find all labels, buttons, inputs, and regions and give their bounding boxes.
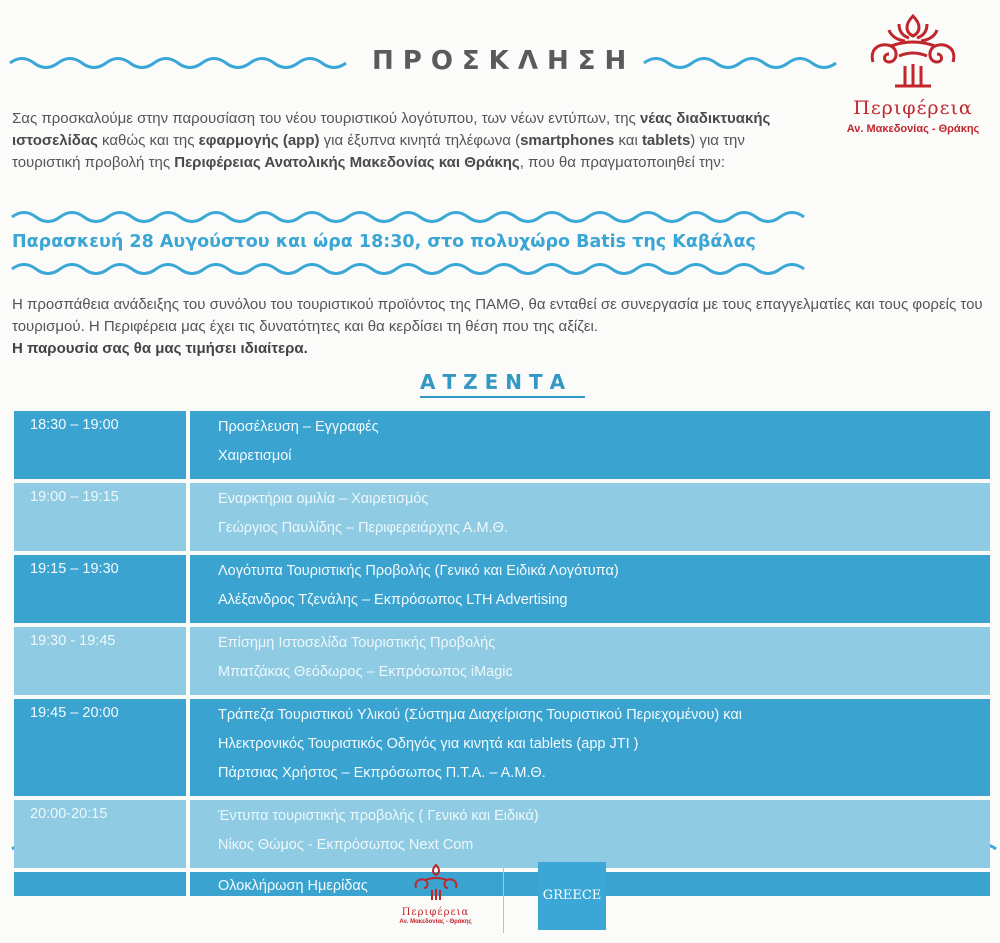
- intro-text: και: [614, 132, 642, 149]
- intro-bold: Περιφέρειας Ανατολικής Μακεδονίας και Θράκης: [174, 154, 520, 171]
- footer-divider: [503, 858, 504, 933]
- agenda-time: 19:30 - 19:45: [14, 627, 186, 695]
- agenda-time: 19:45 – 20:00: [14, 699, 186, 796]
- agenda-line: Νίκος Θώμος - Εκπρόσωπος Next Com: [218, 837, 474, 853]
- logo-name: Περιφέρεια: [853, 97, 973, 119]
- footer-logo-subtitle: Αν. Μακεδονίας - Θράκης: [399, 919, 472, 925]
- region-logo: [838, 10, 988, 135]
- agenda-line: Εναρκτήρια ομιλία – Χαιρετισμός: [218, 491, 429, 507]
- intro-text: για έξυπνα κινητά τηλέφωνα (: [319, 132, 521, 149]
- agenda-line: Προσέλευση – Εγγραφές: [218, 419, 379, 435]
- intro-text: , που θα πραγματοποιηθεί την:: [519, 154, 725, 171]
- wave-event-bottom: [0, 258, 810, 280]
- table-row: [14, 627, 990, 695]
- capital-ornament-icon: [412, 862, 460, 902]
- wave-top-left: [0, 52, 360, 74]
- agenda-line: Μπατζάκας Θεόδωρος – Εκπρόσωπος iMagic: [218, 664, 513, 680]
- table-row: [14, 483, 990, 551]
- table-row: [14, 555, 990, 623]
- wave-top-right: [640, 52, 840, 74]
- table-row: [14, 411, 990, 479]
- agenda-description: [190, 411, 990, 479]
- agenda-description: [190, 699, 990, 796]
- agenda-underline: [420, 396, 585, 398]
- agenda-time: 19:15 – 19:30: [14, 555, 186, 623]
- page-title: ΠΡΟΣΚΛΗΣΗ: [372, 46, 636, 76]
- body-text: Η προσπάθεια ανάδειξης του συνόλου του τουριστικού προϊόντος της ΠΑΜΘ, θα ενταθεί σε συνεργασία με τους επαγγελματίες και τους φορείς του τουρισμού. Η Περιφέρεια μας έχει τις δυνατότητες και θα κερδίσει τη θέση που της αξίζει.: [12, 296, 983, 335]
- event-details: Παρασκευή 28 Αυγούστου και ώρα 18:30, στο πολυχώρο Batis της Καβάλας: [12, 232, 756, 252]
- agenda-time: 20:00-20:15: [14, 800, 186, 868]
- footer-region-logo: [398, 862, 473, 925]
- agenda-line: Πάρτσιας Χρήστος – Εκπρόσωπος Π.Τ.Α. – Α.Μ.Θ.: [218, 765, 546, 781]
- capital-ornament-icon: [865, 10, 961, 90]
- intro-bold: εφαρμογής (app): [198, 132, 320, 149]
- agenda-line: Ολοκλήρωση Ημερίδας: [218, 878, 368, 894]
- intro-paragraph: [12, 108, 802, 174]
- agenda-line: Αλέξανδρος Τζενάλης – Εκπρόσωπος LTH Advertising: [218, 592, 568, 608]
- agenda-time: 18:30 – 19:00: [14, 411, 186, 479]
- agenda-line: Τράπεζα Τουριστικού Υλικού (Σύστημα Διαχείρισης Τουριστικού Περιεχομένου) και: [218, 707, 742, 723]
- footer-logo-name: Περιφέρεια: [401, 907, 470, 918]
- wave-event-top: [0, 206, 810, 228]
- greece-logo: GREECE: [538, 862, 606, 930]
- intro-text: καθώς και της: [97, 132, 199, 149]
- intro-bold: νέας διαδικτυακής ιστοσελίδας: [12, 110, 771, 149]
- agenda-description: [190, 555, 990, 623]
- agenda-description: [190, 627, 990, 695]
- intro-text: Σας προσκαλούμε στην παρουσίαση του νέου τουριστικού λογότυπου, των νέων εντύπων, της: [12, 110, 640, 127]
- agenda-table: [14, 407, 990, 900]
- logo-subtitle: Αν. Μακεδονίας - Θράκης: [846, 123, 980, 135]
- table-row: [14, 699, 990, 796]
- table-row: [14, 800, 990, 868]
- body-paragraph: [12, 294, 992, 360]
- intro-bold: tablets: [641, 132, 691, 149]
- table-row: [14, 872, 990, 896]
- agenda-line: Λογότυπα Τουριστικής Προβολής (Γενικό και Ειδικά Λογότυπα): [218, 563, 619, 579]
- agenda-description: [190, 800, 990, 868]
- agenda-line: Επίσημη Ιστοσελίδα Τουριστικής Προβολής: [218, 635, 496, 651]
- agenda-time: 19:00 – 19:15: [14, 483, 186, 551]
- intro-bold: smartphones: [520, 132, 615, 149]
- agenda-title: ΑΤΖΕΝΤΑ: [420, 370, 573, 394]
- closing-text: Η παρουσία σας θα μας τιμήσει ιδιαίτερα.: [12, 340, 308, 357]
- agenda-line: Γεώργιος Παυλίδης – Περιφερειάρχης Α.Μ.Θ.: [218, 520, 508, 536]
- agenda-time: [14, 872, 186, 896]
- intro-text: ) για την τουριστική προβολή της: [12, 132, 745, 171]
- agenda-line: Έντυπα τουριστικής προβολής ( Γενικό και Ειδικά): [218, 808, 539, 824]
- agenda-line: Χαιρετισμοί: [218, 448, 292, 464]
- agenda-line: Ηλεκτρονικός Τουριστικός Οδηγός για κινητά και tablets (app JTI ): [218, 736, 639, 752]
- agenda-description: [190, 483, 990, 551]
